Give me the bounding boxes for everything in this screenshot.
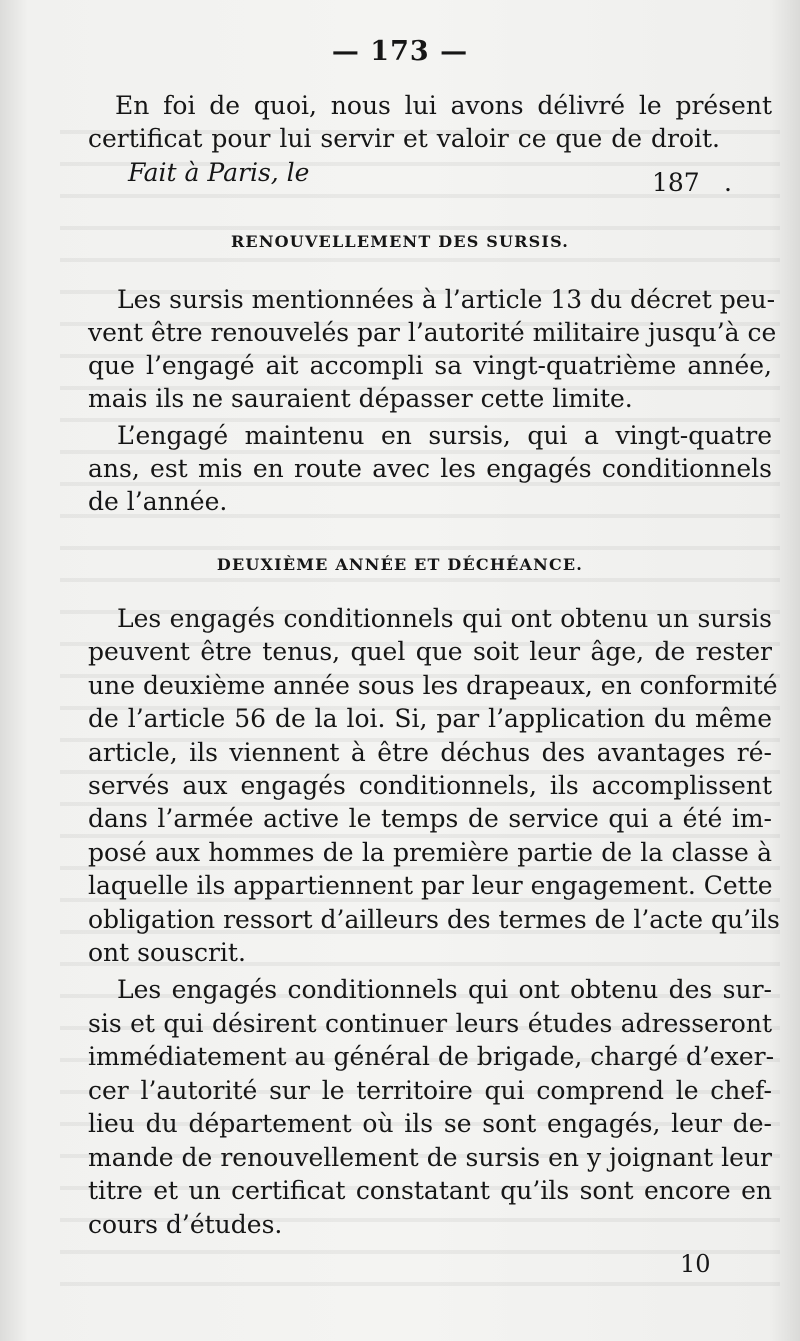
page-number: — 173 — (331, 36, 469, 67)
paragraph-line: cours d’études. (88, 1210, 283, 1239)
paragraph-line: Les engagés conditionnels qui ont obtenu un sursis (117, 604, 772, 633)
paragraph-line: L’engagé maintenu en sursis, qui a vingt-quatre (117, 421, 772, 450)
paragraph-line: Les sursis mentionnées à l’article 13 du décret peu- (117, 285, 776, 314)
paragraph-line: laquelle ils appartiennent par leur engagement. Cette (88, 871, 773, 900)
paragraph-line: cer l’autorité sur le territoire qui comprend le chef- (88, 1076, 772, 1105)
paragraph-line: mande de renouvellement de sursis en y joignant leur (88, 1143, 772, 1172)
year-dot: . (724, 168, 732, 197)
paragraph-line: servés aux engagés conditionnels, ils accomplissent (88, 771, 772, 800)
place-date: Fait à Paris, le (128, 158, 310, 187)
signature-mark: 10 (680, 1250, 711, 1278)
certificate-line-1: En foi de quoi, nous lui avons délivré le présent (115, 91, 772, 120)
paragraph-line: posé aux hommes de la première partie de la classe à (88, 838, 772, 867)
paragraph-line: de l’année. (88, 487, 228, 516)
paragraph-line: titre et un certificat constatant qu’ils sont encore en (88, 1176, 772, 1205)
section-heading-deuxieme-annee: DEUXIÈME ANNÉE ET DÉCHÉANCE. (216, 555, 584, 574)
section-heading-renouvellement: RENOUVELLEMENT DES SURSIS. (230, 232, 570, 251)
paragraph-line: une deuxième année sous les drapeaux, en conformité (88, 671, 778, 700)
paragraph-line: immédiatement au général de brigade, chargé d’exer- (88, 1042, 775, 1071)
year: 187 (652, 168, 700, 197)
paragraph-line: Les engagés conditionnels qui ont obtenu des sur- (117, 975, 772, 1004)
paragraph-line: sis et qui désirent continuer leurs études adresseront (88, 1009, 772, 1038)
paragraph-line: peuvent être tenus, quel que soit leur âge, de rester (88, 637, 772, 666)
paragraph-line: ans, est mis en route avec les engagés conditionnels (88, 454, 772, 483)
paragraph-line: que l’engagé ait accompli sa vingt-quatrième année, (88, 351, 772, 380)
paragraph-line: de l’article 56 de la loi. Si, par l’application du même (88, 704, 772, 733)
paragraph-line: obligation ressort d’ailleurs des termes de l’acte qu’ils (88, 905, 780, 934)
paragraph-line: mais ils ne sauraient dépasser cette limite. (88, 384, 633, 413)
paragraph-line: dans l’armée active le temps de service qui a été im- (88, 804, 772, 833)
paragraph-line: lieu du département où ils se sont engagés, leur de- (88, 1109, 772, 1138)
certificate-line-2: certificat pour lui servir et valoir ce que de droit. (88, 124, 720, 153)
paragraph-line: ont souscrit. (88, 938, 246, 967)
paragraph-line: vent être renouvelés par l’autorité militaire jusqu’à ce (88, 318, 777, 347)
paragraph-line: article, ils viennent à être déchus des avantages ré- (88, 738, 772, 767)
signing-line (0, 153, 800, 197)
